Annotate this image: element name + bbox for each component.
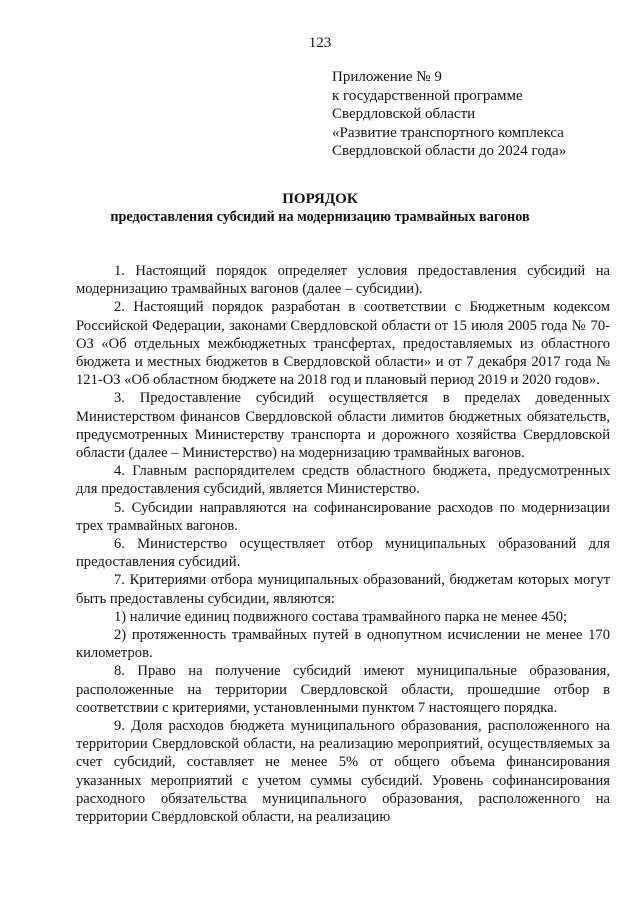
paragraph-7: 7. Критериями отбора муниципальных образований, бюджетам которых могут быть предоставлены субсидии, являются:	[76, 572, 610, 607]
appendix-header	[332, 68, 622, 161]
document-subtitle: предоставления субсидий на модернизацию трамвайных вагонов	[110, 209, 530, 225]
appendix-line: Свердловской области	[332, 106, 476, 122]
paragraph-9: 9. Доля расходов бюджета муниципального образования, расположенного на территории Свердловской области, на реализацию мероприятий, осуществляемых за счет субсидий, составляет не менее 5% от общего объема финансирования указанных мероприятий с учетом суммы субсидий. Уровень софинансирования расходного обязательства муниципального образования, расположенного на территории Свердловской области, на реализацию	[76, 718, 610, 826]
paragraph-7-item-2: 2) протяженность трамвайных путей в однопутном исчислении не менее 170 километров.	[76, 627, 610, 662]
paragraph-4: 4. Главным распорядителем средств областного бюджета, предусмотренных для предоставления субсидий, является Министерство.	[76, 463, 610, 498]
appendix-line: «Развитие транспортного комплекса	[332, 124, 564, 141]
appendix-line: к государственной программе	[332, 87, 523, 104]
paragraph-1: 1. Настоящий порядок определяет условия предоставления субсидий на модернизацию трамвайных вагонов (далее – субсидии).	[76, 263, 610, 298]
appendix-line: Свердловской области до 2024 года»	[332, 143, 567, 159]
paragraph-7-item-1: 1) наличие единиц подвижного состава трамвайного парка не менее 450;	[114, 608, 568, 625]
document-title: ПОРЯДОК	[282, 191, 358, 207]
page-number: 123	[308, 35, 332, 51]
paragraph-6: 6. Министерство осуществляет отбор муниципальных образований для предоставления субсидий.	[76, 536, 610, 571]
paragraph-2: 2. Настоящий порядок разработан в соответствии с Бюджетным кодексом Российской Федерации, законами Свердловской области от 15 июля 2005 года № 70-ОЗ «Об отдельных межбюджетных трансфертах, предоставляемых из областного бюджета и местных бюджетов в Свердловской области» и от 7 декабря 2017 года № 121-ОЗ «Об областном бюджете на 2018 год и плановый период 2019 и 2020 годов».	[76, 299, 610, 389]
document-body	[76, 262, 610, 826]
paragraph-8: 8. Право на получение субсидий имеют муниципальные образования, расположенные на территории Свердловской области, прошедшие отбор в соответствии с критериями, установленными пунктом 7 настоящего порядка.	[76, 663, 610, 716]
paragraph-3: 3. Предоставление субсидий осуществляется в пределах доведенных Министерством финансов Свердловской области лимитов бюджетных обязательств, предусмотренных Министерству транспорта и дорожного хозяйства Свердловской области (далее – Министерство) на модернизацию трамвайных вагонов.	[76, 390, 610, 462]
appendix-line: Приложение № 9	[332, 69, 442, 85]
paragraph-5: 5. Субсидии направляются на софинансирование расходов по модернизации трех трамвайных вагонов.	[76, 499, 610, 534]
